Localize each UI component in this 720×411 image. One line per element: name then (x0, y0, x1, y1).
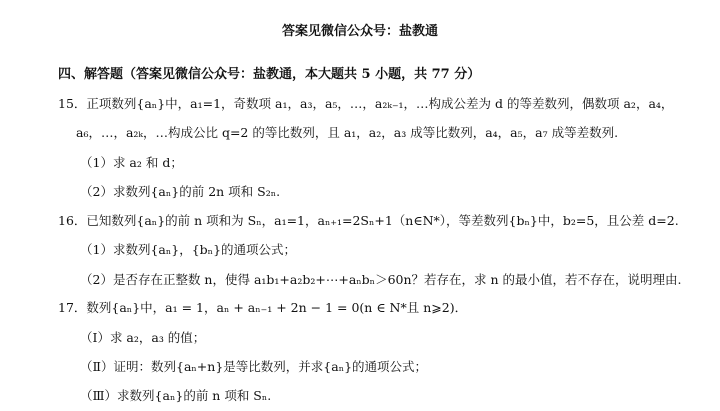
q16-part2: （2）是否存在正整数 n，使得 a₁b₁+a₂b₂+⋯+aₙbₙ＞60n？若存在，求 n 的最小值，若不存在，说明理由. (80, 272, 682, 287)
page-header-title: 答案见微信公众号：盐教通 (281, 24, 438, 39)
q15-part1: （1）求 a₂ 和 d； (80, 155, 183, 170)
q17-part3: （Ⅲ）求数列{aₙ}的前 n 项和 Sₙ. (80, 388, 272, 403)
q17-part1: （Ⅰ）求 a₂，a₃ 的值； (80, 330, 206, 345)
section-title: 四、解答题（答案见微信公众号：盐教通，本大题共 5 小题，共 77 分） (58, 67, 481, 82)
q15-line1: 15．正项数列{aₙ}中，a₁=1，奇数项 a₁，a₃，a₅，…，a₂ₖ₋₁，…构成公差为 d 的等差数列，偶数项 a₂，a₄， (58, 96, 674, 111)
q16-part1: （1）求数列{aₙ}，{bₙ}的通项公式； (80, 242, 297, 257)
q15-part2: （2）求数列{aₙ}的前 2n 项和 S₂ₙ. (80, 184, 281, 199)
q15-line2: a₆，…，a₂ₖ，…构成公比 q=2 的等比数列，且 a₁，a₂，a₃ 成等比数列，a₄，a₅，a₇ 成等差数列. (76, 125, 619, 140)
q16-line1: 16．已知数列{aₙ}的前 n 项和为 Sₙ，a₁=1，aₙ₊₁=2Sₙ+1（n∈N*），等差数列{bₙ}中，b₂=5，且公差 d=2. (58, 213, 679, 228)
q17-part2: （Ⅱ）证明：数列{aₙ+n}是等比数列，并求{aₙ}的通项公式； (80, 359, 428, 374)
q17-line1: 17．数列{aₙ}中，a₁ = 1，aₙ + aₙ₋₁ + 2n − 1 = 0(n ∈ N*且 n⩾2)． (58, 300, 468, 315)
